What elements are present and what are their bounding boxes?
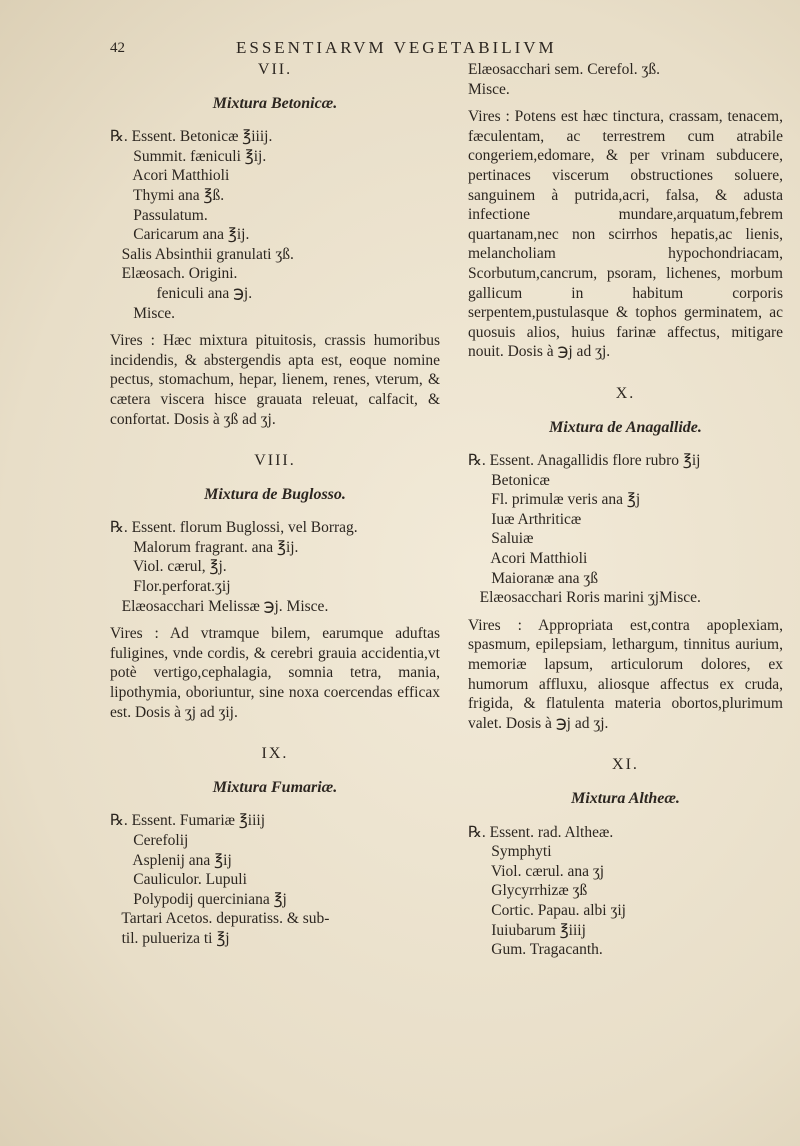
recipe-block (110, 811, 440, 948)
section-number: XI. (612, 756, 639, 774)
recipe-line: Viol. cærul, ℥j. (110, 558, 227, 576)
recipe-line: Flor.perforat.ʒij (110, 578, 231, 596)
page-number: 42 (110, 40, 125, 56)
recipe-line: Saluiæ (468, 530, 534, 548)
right-column (468, 60, 783, 960)
recipe-line: Betonicæ (468, 471, 550, 489)
recipe-line: Iuiubarum ℥iiij (468, 921, 586, 939)
recipe-block (468, 451, 783, 608)
recipe-line: Asplenij ana ℥ij (110, 851, 232, 869)
recipe-line: Misce. (110, 304, 176, 322)
section-title: Mixtura Fumariæ. (212, 778, 338, 796)
recipe-line: Cauliculor. Lupuli (110, 871, 247, 889)
recipe-line: Elæosach. Origini. (110, 265, 238, 283)
section-number: IX. (261, 745, 289, 763)
recipe-line: Maioranæ ana ʒß (468, 569, 598, 587)
recipe-line: Caricarum ana ℥ij. (110, 226, 250, 244)
recipe-line: Tartari Acetos. depuratiss. & sub- (110, 910, 330, 928)
recipe-line: Elæosacchari Melissæ ℈j. Misce. (110, 597, 329, 615)
recipe-block (110, 127, 440, 323)
recipe-line: Acori Matthioli (468, 550, 588, 568)
recipe-line: ℞. Essent. Betonicæ ℥iiij. (110, 128, 273, 146)
running-title: ESSENTIARVM VEGETABILIVM (236, 38, 557, 57)
recipe-line: Misce. (468, 80, 510, 98)
recipe-block (468, 823, 783, 960)
section-title: Mixtura de Anagallide. (549, 418, 702, 436)
recipe-line: Passulatum. (110, 206, 208, 224)
recipe-line: Salis Absinthii granulati ʒß. (110, 245, 294, 263)
section-title: Mixtura de Buglosso. (204, 485, 346, 503)
recipe-line: Summit. fæniculi ℥ij. (110, 147, 267, 165)
recipe-line: ℞. Essent. Fumariæ ℥iiij (110, 812, 266, 830)
recipe-block (110, 518, 440, 616)
vires-paragraph: Vires : Appropriata est,contra apoplexiam, spasmum, epilepsiam, lethargum, tinnitus aurium, memoriæ lapsum, articulorum dolores, ex humorum affluxu, aliosque affectus ex cruda, frigida, & flatulenta materia obortos,plurimum valet. Dosis à ℈j ad ʒj. (468, 616, 783, 732)
section-number: VIII. (254, 452, 296, 470)
section-title: Mixtura Altheæ. (571, 790, 680, 807)
recipe-line: Elæosacchari sem. Cerefol. ʒß. (468, 61, 660, 78)
recipe-line: Fl. primulæ veris ana ℥j (468, 491, 641, 509)
vires-paragraph: Vires : Hæc mixtura pituitosis, crassis humoribus incidendis, & abstergendis apta est, eoque nomine pectus, stomachum, hepar, lienem, renes, vterum, & cætera viscera hisce grauata releuat, calfacit, & confortat. Dosis à ʒß ad ʒj. (110, 332, 440, 428)
recipe-line: Cortic. Papau. albi ʒij (468, 901, 626, 919)
left-column (110, 60, 440, 949)
recipe-line: Symphyti (468, 843, 552, 861)
recipe-line: ℞. Essent. rad. Altheæ. (468, 823, 614, 841)
recipe-line: Glycyrrhizæ ʒß (468, 882, 588, 900)
section-title: Mixtura Betonicæ. (212, 94, 338, 112)
recipe-line: til. pulueriza ti ℥j (110, 929, 230, 947)
recipe-line: Cerefolij (110, 832, 189, 849)
recipe-line: ℞. Essent. florum Buglossi, vel Borrag. (110, 519, 358, 537)
recipe-line: ℞. Essent. Anagallidis flore rubro ℥ij (468, 452, 701, 470)
recipe-line: Gum. Tragacanth. (468, 941, 603, 959)
recipe-line: Polypodij querciniana ℥j (110, 890, 287, 908)
vires-paragraph: Vires : Ad vtramque bilem, earumque aduftas fuligines, vnde cordis, & cerebri grauia accidentia,vt potè vertigo,cephalagia, somnia tetra, mania, lipothymia, oboriuntur, sine noxa coercendas efficax est. Dosis à ʒj ad ʒij. (110, 625, 440, 721)
vires-paragraph: Vires : Potens est hæc tinctura, crassam, tenacem, fæculentam, ac terrestrem cum atrabile congeriem,edomare, & per vrinam subducere, pertinaces viscerum obstructiones soluere, sanguinem à putrida,acri, falsa, & adusta infectione mundare,arquatum,febrem quartanam,nec non scirrhos hepatis,ac lienis, melancholiam hypochondriacam, Scorbutum,cancrum, psoram, lichenes, morbum gallicum in habitum corporis serpentem,pustulasque & tophos germinatem, ac quosuis alios, huius farinæ affectus, mitigare nouit. Dosis à ℈j ad ʒj. (468, 108, 783, 361)
section-number: VII. (257, 61, 293, 78)
recipe-line: Iuæ Arthriticæ (468, 510, 582, 528)
recipe-block (468, 60, 783, 99)
section-number: X. (615, 384, 636, 402)
recipe-line: Malorum fragrant. ana ℥ij. (110, 538, 299, 556)
recipe-line: Viol. cærul. ana ʒj (468, 862, 605, 880)
recipe-line: Thymi ana ℥ß. (110, 186, 225, 204)
recipe-line: Elæosacchari Roris marini ʒjMisce. (468, 589, 701, 607)
recipe-line: Acori Matthioli (110, 167, 230, 185)
recipe-line: feniculi ana ℈j. (110, 284, 253, 302)
